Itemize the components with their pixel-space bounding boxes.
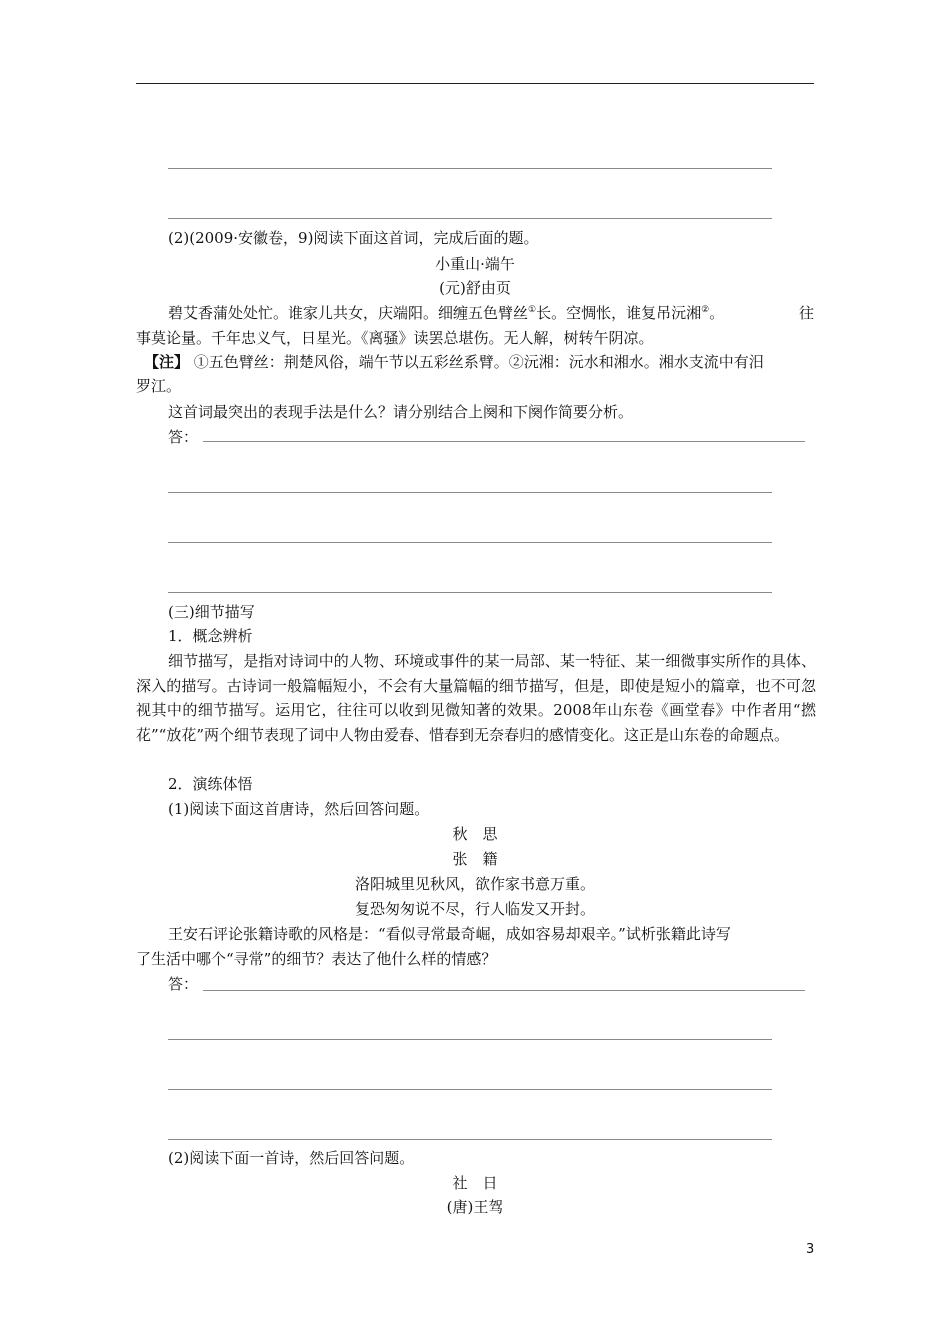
answer-line [203, 441, 805, 442]
poem-title: 社 日 [452, 1174, 498, 1192]
answer-line [168, 542, 772, 543]
body-paragraph: 细节描写，是指对诗词中的人物、环境或事件的某一局部、某一特征、某一细微事实所作的具体、深入的描写。古诗词一般篇幅短小，不会有大量篇幅的细节描写，但是，即使是短小的篇章，也不可忽视其中的细节描写。运用它，往往可以收到见微知著的效果。2008年山东卷《画堂春》中作者用“撚花”“放花”两个细节表现了词中人物由爱春、惜春到无奈春归的感情变化。这正是山东卷的命题点。 [136, 652, 816, 744]
answer-line [168, 492, 772, 493]
poem-line: 复恐匆匆说不尽，行人临发又开封。 [354, 900, 595, 918]
subsection-heading: 1．概念辨析 [168, 627, 253, 645]
question-intro: (1)阅读下面这首唐诗，然后回答问题。 [168, 800, 430, 818]
poem-title: 秋 思 [452, 825, 498, 843]
note-text: 罗江。 [136, 377, 182, 395]
question-intro: (2)阅读下面一首诗，然后回答问题。 [168, 1149, 415, 1167]
header-rule [136, 83, 814, 84]
note [144, 350, 764, 374]
poem-author: (唐)王驾 [446, 1198, 504, 1216]
poem-author: 张 籍 [452, 850, 498, 868]
answer-line [168, 1039, 772, 1040]
poem-text: 往 [799, 304, 815, 322]
answer-line [203, 990, 805, 991]
poem-text: 长。空惆怅，谁复吊沅湘 [536, 304, 702, 322]
poem-line [168, 301, 724, 325]
note-label: 【注】 [144, 353, 190, 371]
answer-line [168, 168, 772, 169]
note-mark: ② [701, 305, 710, 315]
answer-line [168, 592, 772, 593]
answer-label: 答： [168, 975, 199, 993]
answer-line [168, 218, 772, 219]
poem-line: 事莫论量。千年忠义气，日星光。《离骚》读罢总堪伤。无人解，树转午阴凉。 [136, 329, 654, 347]
note-mark: ① [528, 305, 537, 315]
question-text: 这首词最突出的表现手法是什么？请分别结合上阕和下阕作简要分析。 [168, 403, 634, 421]
poem-line: 洛阳城里见秋风，欲作家书意万重。 [354, 875, 595, 893]
poem-title: 小重山·端午 [435, 255, 515, 273]
section-heading: (三)细节描写 [168, 603, 255, 621]
question-intro: (2)(2009·安徽卷，9)阅读下面这首词，完成后面的题。 [168, 229, 539, 247]
answer-label: 答： [168, 428, 199, 446]
subsection-heading: 2．演练体悟 [168, 775, 253, 793]
poem-text: 。 [709, 304, 725, 322]
page-number: 3 [806, 1242, 815, 1257]
poem-author: (元)舒由页 [439, 279, 511, 297]
answer-line [168, 1089, 772, 1090]
answer-line [168, 1139, 772, 1140]
note-text: ①五色臂丝：荆楚风俗，端午节以五彩丝系臂。②沅湘：沅水和湘水。湘水支流中有汨 [193, 353, 764, 371]
question-text: 了生活中哪个“寻常”的细节？表达了他什么样的情感？ [136, 950, 497, 968]
poem-text: 碧艾香蒲处处忙。谁家儿共女，庆端阳。细缠五色臂丝 [168, 304, 529, 322]
question-text: 王安石评论张籍诗歌的风格是：“看似寻常最奇崛，成如容易却艰辛。”试析张籍此诗写 [168, 925, 731, 943]
